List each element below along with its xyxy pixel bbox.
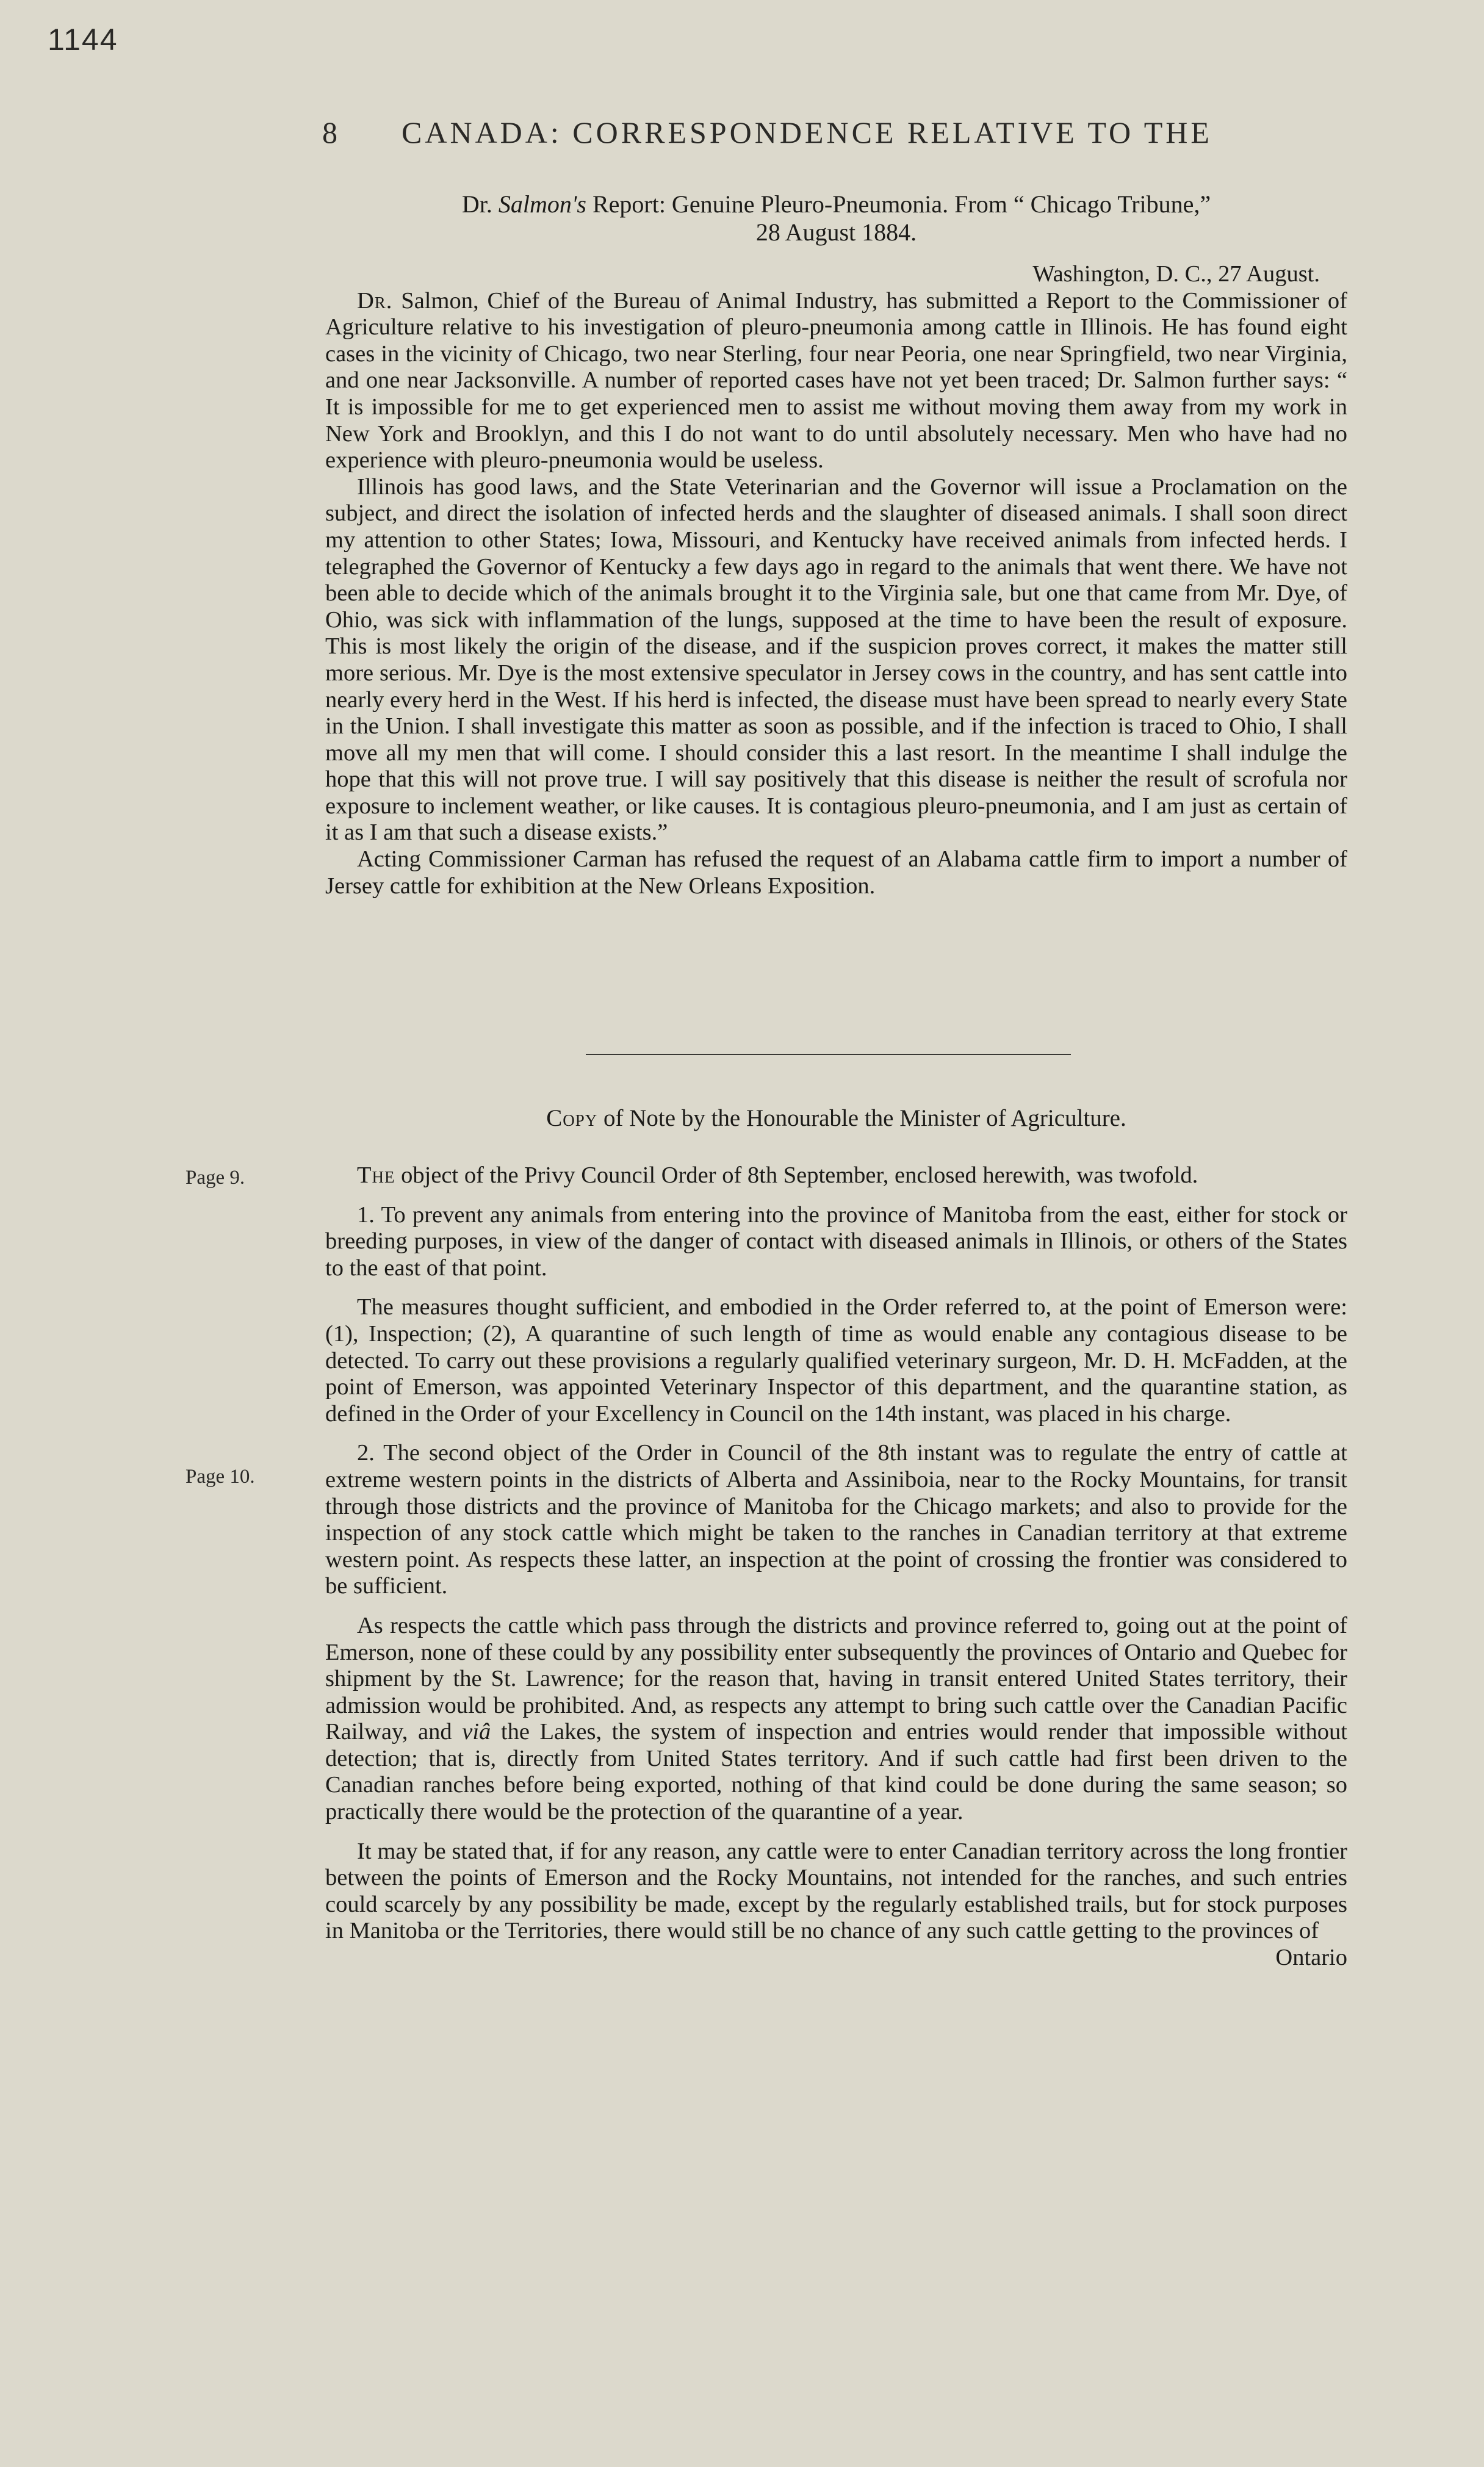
page-number: 8 (322, 115, 340, 149)
report-heading-name: Salmon's (498, 190, 586, 218)
running-head (322, 115, 1225, 150)
folio-number: 1144 (48, 23, 118, 57)
report-dateline: Washington, D. C., 27 August. (1032, 261, 1320, 287)
note-paragraph-1 (325, 1162, 1347, 1189)
note-paragraph-5-b: the Lakes, the system of inspection and entries would render that impossible without detection; that is, directly from United States territory. And if such cattle had first been driven to the Canadian ranches before being exported, nothing of that kind could be done during the same season; so practically there would be the protection of the quarantine of a year. (325, 1719, 1348, 1825)
report-paragraph-1 (325, 288, 1347, 474)
note-paragraph-2: 1. To prevent any animals from entering into the province of Manitoba from the east, either for stock or breeding purposes, in view of the danger of contact with diseased animals in Illinois, or others of the States to the east of that point. (325, 1201, 1347, 1281)
copy-note-section (325, 1162, 1347, 1984)
report-heading (325, 190, 1347, 247)
margin-note-page-9: Page 9. (186, 1167, 245, 1189)
note-paragraph-5-via: viâ (462, 1719, 491, 1745)
report-heading-prefix: Dr. (461, 190, 499, 218)
note-paragraph-1-text: object of the Privy Council Order of 8th September, enclosed herewith, was twofold. (395, 1162, 1198, 1188)
copy-note-heading (325, 1104, 1347, 1132)
report-heading-rest: Report: Genuine Pleuro-Pneumonia. From “ Chicago Tribune,” (586, 190, 1211, 218)
copy-note-heading-rest: of Note by the Honourable the Minister of Agriculture. (597, 1105, 1126, 1131)
report-paragraph-1-lead: Dr. (357, 287, 393, 314)
note-paragraph-3: The measures thought sufficient, and embodied in the Order referred to, at the point of Emerson were: (1), Inspection; (2), A quarantine of such length of time as would enable any contagious disease to be detected. To carry out these provisions a regularly qualified veterinary surgeon, Mr. D. H. McFadden, at the point of Emerson, was appointed Veterinary Inspector of this department, and the quarantine station, as defined in the Order of your Excellency in Council on the 14th instant, was placed in his charge. (325, 1294, 1347, 1427)
note-paragraph-5 (325, 1613, 1347, 1826)
report-paragraph-2: Illinois has good laws, and the State Veterinarian and the Governor will issue a Proclamation on the subject, and direct the isolation of infected herds and the slaughter of diseased animals. I shall soon direct my attention to other States; Iowa, Missouri, and Kentucky have received animals from infected herds. I telegraphed the Governor of Kentucky a few days ago in regard to the animals that went there. We have not been able to decide which of the animals brought it to the Virginia sale, but one that came from Mr. Dye, of Ohio, was sick with inflammation of the lungs, supposed at the time to have been the result of exposure. This is most likely the origin of the disease, and if the suspicion proves correct, it makes the matter still more serious. Mr. Dye is the most extensive speculator in Jersey cows in the country, and has sent cattle into nearly every herd in the West. If his herd is infected, the disease must have been spread to nearly every State in the Union. I shall investigate this matter as soon as possible, and if the infection is traced to Ohio, I shall move all my men that will come. I should consider this a last resort. In the meantime I shall indulge the hope that this will not prove true. I will say positively that this disease is neither the result of scrofula nor exposure to inclement weather, or like causes. It is contagious pleuro-pneumonia, and I am just as certain of it as I am that such a disease exists.” (325, 474, 1347, 846)
copy-note-heading-lead: Copy (546, 1105, 598, 1131)
note-paragraph-1-lead: The (357, 1162, 395, 1188)
note-paragraph-6-text: It may be stated that, if for any reason, any cattle were to enter Canadian territory across the long frontier between the points of Emerson and the Rocky Mountains, not intended for the ranches, and such entries could scarcely by any possibility be made, except by the regularly established trails, but for stock purposes in Manitoba or the Territories, there would still be no chance of any such cattle getting to the provinces of (325, 1838, 1347, 1944)
report-paragraph-1-text: Salmon, Chief of the Bureau of Animal Industry, has submitted a Report to the Commissioner of Agriculture relative to his investigation of pleuro-pneumonia among cattle in Illinois. He has found eight cases in the vicinity of Chicago, two near Sterling, four near Peoria, one near Springfield, two near Virginia, and one near Jacksonville. A number of reported cases have not yet been traced; Dr. Salmon further says: “ It is impossible for me to get experienced men to assist me without moving them away from my work in New York and Brooklyn, and this I do not want to do until absolutely necessary. Men who have had no experience with pleuro-pneumonia would be useless. (325, 287, 1347, 474)
report-heading-date: 28 August 1884. (755, 218, 917, 246)
catchword: Ontario (1275, 1945, 1347, 1971)
salmon-report-section (325, 190, 1347, 899)
report-paragraph-3: Acting Commissioner Carman has refused the request of an Alabama cattle firm to import a number of Jersey cattle for exhibition at the New Orleans Exposition. (325, 846, 1347, 899)
note-paragraph-5-a: As respects the cattle which pass through the districts and province referred to, going out at the point of Emerson, none of these could by any possibility enter subsequently the provinces of Ontario and Quebec for shipment by the St. Lawrence; for the reason that, having in transit entered United States territory, their admission would be prohibited. And, as respects any attempt to bring such cattle over the Canadian Pacific Railway, and (325, 1612, 1347, 1745)
margin-note-page-10: Page 10. (186, 1466, 255, 1488)
section-divider (586, 1054, 1071, 1055)
note-paragraph-6 (325, 1839, 1347, 1972)
note-paragraph-4: 2. The second object of the Order in Council of the 8th instant was to regulate the entry of cattle at extreme western points in the districts of Alberta and Assiniboia, near to the Rocky Mountains, for transit through those districts and the province of Manitoba for the Chicago markets; and also to provide for the inspection of any stock cattle which might be taken to the ranches in Canadian territory at that extreme western point. As respects these latter, an inspection at the point of crossing the frontier was considered to be sufficient. (325, 1440, 1347, 1599)
running-title: CANADA: CORRESPONDENCE RELATIVE TO THE (402, 115, 1212, 149)
